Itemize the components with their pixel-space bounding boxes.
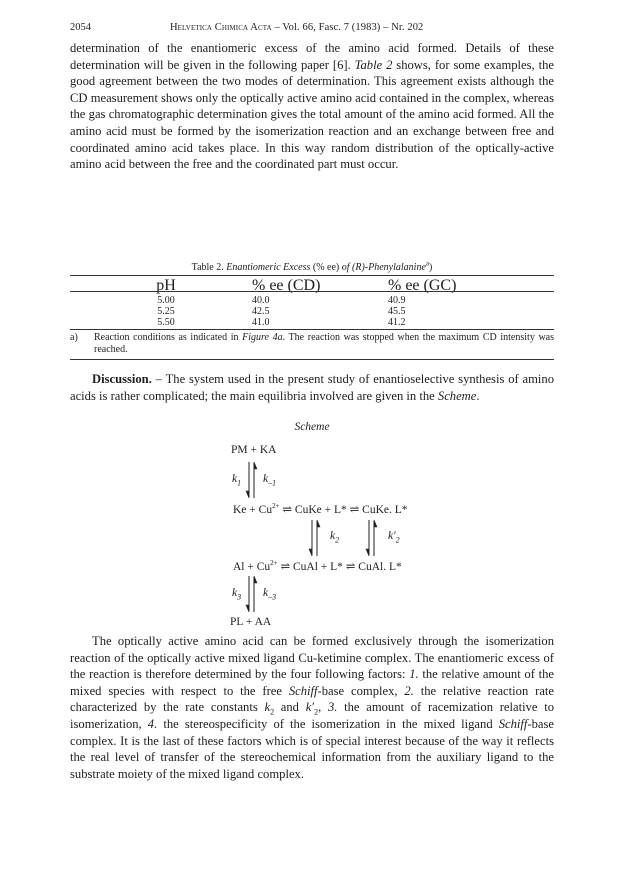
- scheme-row-ketimine-text-b: ⇌ CuKe + L* ⇌ CuKe. L*: [279, 504, 408, 516]
- rate-k2: [330, 530, 340, 545]
- rate-k3: [232, 587, 242, 602]
- rate-k-minus1-subscript: –1: [268, 478, 277, 488]
- table-title-footnote-mark: a: [425, 259, 429, 268]
- paragraph-1: [70, 40, 554, 173]
- table-header-ph: pH: [156, 277, 176, 294]
- p3-text: ,: [318, 700, 328, 715]
- factor-number-3: 3.: [327, 700, 338, 715]
- factor-number-2: 2.: [404, 683, 414, 698]
- p3-text: the amount of racemization relative to isomerization,: [70, 700, 555, 731]
- table-title-mid: (% ee): [310, 262, 342, 273]
- paragraph-3: [70, 633, 554, 782]
- rate-k2-symbol: k: [330, 530, 336, 542]
- p3-text: -base complex. It is the last of these factors which is of special interest because of the way it reflects the real level of transfer of the stereochemical information from the auxiliary ligand to the substrate moiety of the mixed ligand complex.: [70, 716, 554, 781]
- scheme-row-aldimine-text-b: ⇌ CuAl + L* ⇌ CuAl. L*: [277, 561, 402, 573]
- equilibrium-arrow-1: [245, 460, 261, 500]
- table-cell: 41.0: [252, 317, 270, 328]
- rate-k2-prime-symbol: k′: [388, 530, 396, 542]
- schiff-term: Schiff: [498, 716, 528, 731]
- rate-k-minus3-symbol: k: [263, 587, 269, 599]
- table-cell: 5.25: [157, 306, 175, 317]
- rate-k1-symbol: k: [232, 473, 238, 485]
- rate-k2-prime-inline: k′: [305, 700, 315, 715]
- rate-k-minus3: [263, 587, 277, 602]
- paragraph-1-text-b: shows, for some examples, the good agreement between the two modes of determination. This agreement exists although the CD measurement shows only the optically active amino acid contained in the complex, whereas the gas chromatographic determination gives the total amount of the amino acid formed. All the amino acid must be formed by the isomerization reaction and an exchange between free and coordinated amino acid takes place. In this way random distribution of the optically-active amino acid between the free and the coordinated part must occur.: [70, 57, 554, 172]
- p3-text: the relative amount of the mixed species with respect to the free: [70, 667, 554, 698]
- table-top-rule: [70, 275, 554, 276]
- table-row: [70, 317, 554, 329]
- table-header-rule: [70, 291, 554, 292]
- table-title: [70, 259, 554, 273]
- footnote-text-b: . The reaction was stopped when the maximum CD intensity was reached.: [94, 332, 554, 355]
- rate-k1: [232, 473, 242, 488]
- journal-name: Helvetica Chimica Acta: [170, 22, 272, 33]
- scheme-bottom-species: PL + AA: [230, 616, 272, 628]
- page-number: 2054: [70, 22, 91, 33]
- copper-charge-1: 2+: [272, 502, 280, 511]
- p3-text: -base complex,: [317, 683, 405, 698]
- figure-4a-reference: Figure 4a: [242, 332, 283, 343]
- table-header-ee-cd: % ee (CD): [252, 277, 321, 294]
- scheme-reference: Scheme: [437, 388, 477, 403]
- table-cell: 5.00: [157, 295, 175, 306]
- table-2-reference: Table 2: [354, 57, 393, 72]
- table-cell: 42.5: [252, 306, 270, 317]
- running-header: [70, 22, 554, 36]
- p3-text: and: [274, 700, 306, 715]
- rate-k2-prime-subscript: 2: [395, 535, 400, 545]
- schiff-term: Schiff: [288, 683, 318, 698]
- volume-info: – Vol. 66, Fasc. 7 (1983) – Nr. 202: [274, 22, 424, 33]
- rate-k2-subscript: 2: [335, 535, 340, 545]
- table-title-prefix: Table 2.: [191, 262, 227, 273]
- equilibrium-arrow-3: [245, 574, 261, 614]
- footnote-text-a: Reaction conditions as indicated in: [94, 332, 243, 343]
- scheme-row-ketimine-text-a: Ke + Cu: [233, 504, 273, 516]
- paragraph-discussion: [70, 371, 554, 404]
- copper-charge-2: 2+: [270, 559, 278, 568]
- rate-k-minus3-subscript: –3: [268, 592, 277, 602]
- scheme-row-ketimine: [233, 502, 408, 516]
- rate-k2-inline: k: [264, 700, 271, 715]
- isomerization-arrow-k2-prime: [365, 518, 381, 558]
- table-title-italic: Enantiomeric Excess: [226, 262, 311, 273]
- table-bottom-rule: [70, 329, 554, 330]
- scheme-row-aldimine-text-a: Al + Cu: [233, 561, 271, 573]
- factor-number-1: 1.: [409, 667, 419, 682]
- p3-text: the relative reaction rate characterized by the rate constants: [70, 683, 554, 715]
- scheme-top-species: PM + KA: [231, 444, 277, 456]
- footnote-mark: a): [70, 332, 78, 343]
- rate-k2-prime-inline-subscript: 2: [314, 707, 319, 717]
- discussion-text-b: .: [476, 388, 480, 403]
- scheme-title: Scheme: [294, 421, 330, 433]
- rate-k2-prime: [388, 530, 400, 545]
- journal-citation: [170, 22, 423, 33]
- table-title-compound: of (R)-Phenylalanine: [341, 262, 426, 273]
- table-cell: 40.9: [388, 295, 406, 306]
- rate-k-minus1-symbol: k: [263, 473, 269, 485]
- isomerization-arrow-k2: [308, 518, 324, 558]
- table-header-ee-gc: % ee (GC): [388, 277, 457, 294]
- rate-k3-subscript: 3: [237, 592, 242, 602]
- rate-k2-inline-subscript: 2: [270, 707, 275, 717]
- scheme-row-aldimine: [233, 559, 402, 573]
- rate-k3-symbol: k: [232, 587, 238, 599]
- paragraph-1-text-a: determination of the enantiomeric excess of the amino acid formed. Details of these determination will be given in the following paper [6].: [70, 41, 554, 72]
- discussion-heading: Discussion.: [92, 372, 152, 386]
- p3-text: The optically active amino acid can be formed exclusively through the isomerization reaction of the optically active mixed ligand Cu-ketimine complex. The enantiomeric excess of the reaction is therefore determined by the four following factors:: [70, 634, 554, 682]
- p3-text: the stereospecificity of the isomerization in the mixed ligand: [157, 716, 499, 731]
- table-cell: 5.50: [157, 317, 175, 328]
- rate-k1-subscript: 1: [237, 478, 242, 488]
- table-title-end: ): [429, 262, 433, 273]
- discussion-text-a: – The system used in the present study of enantioselective synthesis of amino acids is rather complicated; the main equilibria involved are given in the: [70, 372, 554, 403]
- table-cell: 41.2: [388, 317, 406, 328]
- footnote-bottom-rule: [70, 359, 554, 360]
- table-cell: 40.0: [252, 295, 270, 306]
- factor-number-4: 4.: [147, 716, 158, 731]
- table-cell: 45.5: [388, 306, 406, 317]
- footnote-text: [94, 332, 554, 356]
- rate-k-minus1: [263, 473, 277, 488]
- table-header-row: [70, 277, 554, 294]
